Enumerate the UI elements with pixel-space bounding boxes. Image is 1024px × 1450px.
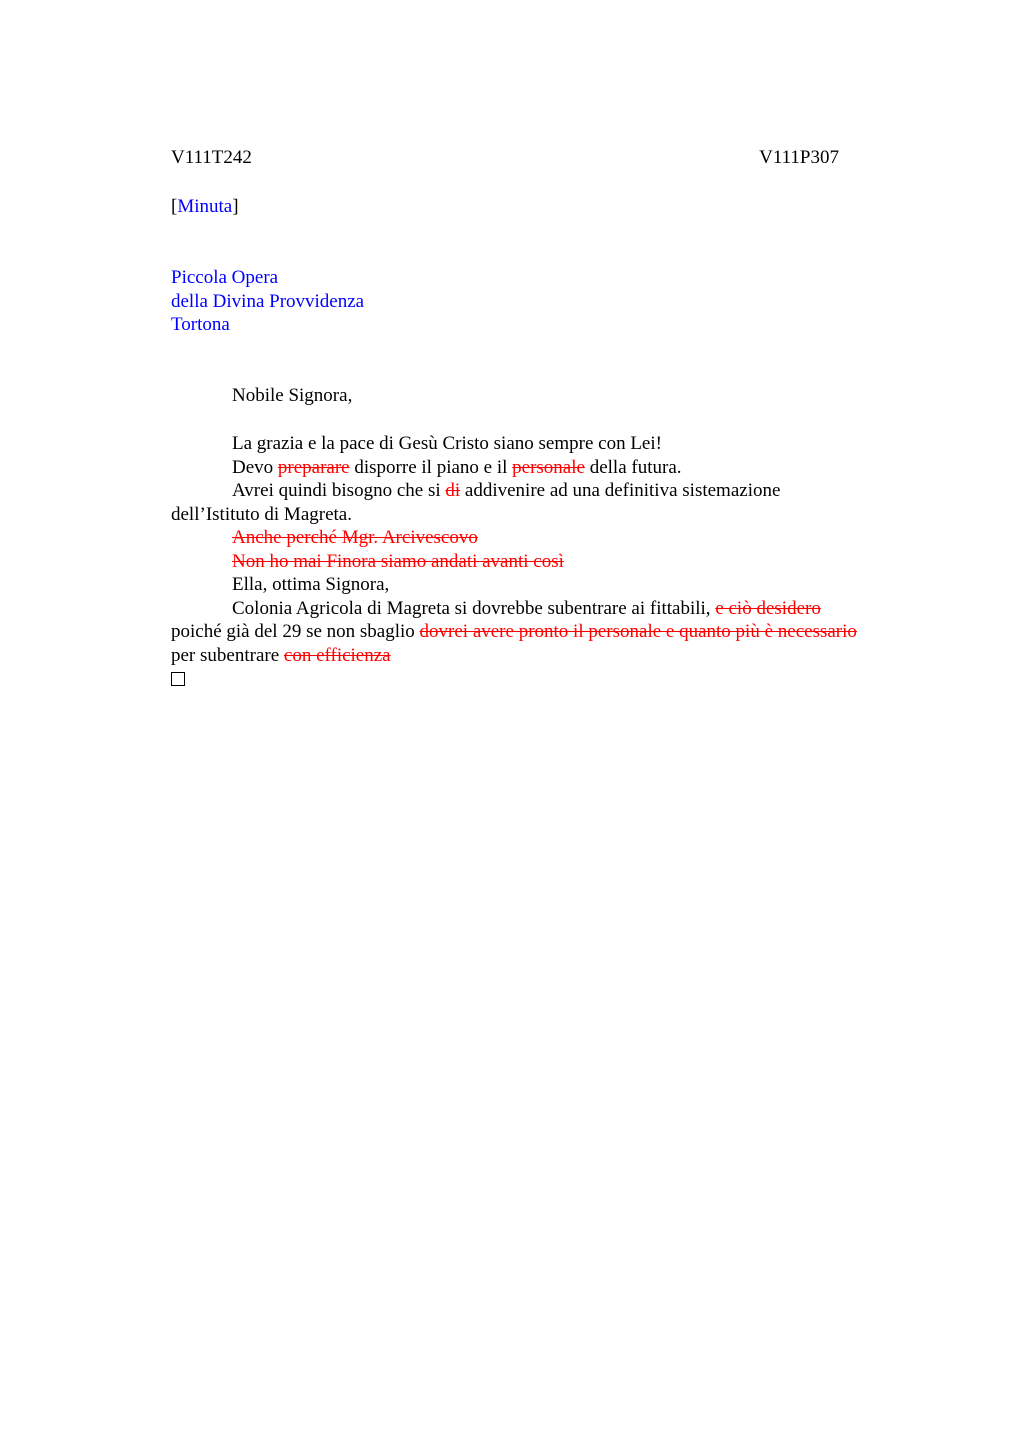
deleted-text: personale	[512, 456, 585, 478]
body-line-3	[171, 479, 923, 503]
body-text-segment: poiché già del 29 se non sbaglio	[171, 621, 420, 642]
body-line-4	[171, 503, 923, 527]
open-bracket: [	[171, 196, 178, 217]
body-text-segment: addivenire ad una definitiva sistemazione	[460, 480, 781, 501]
body-text-segment: Colonia Agricola di Magreta si dovrebbe subentrare ai fittabili,	[232, 597, 716, 619]
minuta-text: Minuta	[177, 196, 233, 217]
deleted-text: e ciò desidero	[715, 597, 821, 619]
checkbox-icon	[171, 672, 185, 686]
document-code-right: V111P307	[759, 147, 839, 168]
deleted-text: con efficienza	[283, 644, 391, 666]
body-text-segment: Devo	[232, 456, 278, 478]
document-code-left: V111T242	[171, 147, 252, 168]
minuta-label	[171, 196, 239, 218]
body-line-2	[171, 456, 923, 480]
deleted-text: Anche perché Mgr. Arcivescovo	[232, 527, 478, 548]
body-text-segment: per subentrare	[171, 644, 284, 666]
body-text-segment: Avrei quindi bisogno che si	[232, 480, 446, 501]
body-text-segment: della futura.	[584, 456, 682, 478]
body-text-segment: dell’Istituto di Magreta.	[171, 503, 352, 525]
letterhead-line-2: della Divina Provvidenza	[171, 290, 365, 312]
close-bracket: ]	[232, 196, 239, 217]
body-line-10	[171, 644, 923, 668]
body-line-7	[171, 573, 923, 597]
body-line-11	[171, 667, 923, 693]
letter-body	[171, 432, 923, 693]
deleted-text: preparare	[277, 456, 350, 478]
body-text-segment: La grazia e la pace di Gesù Cristo siano sempre con Lei!	[232, 433, 662, 454]
letterhead-line-1: Piccola Opera	[171, 267, 279, 288]
body-line-9	[171, 620, 923, 644]
body-line-1	[171, 432, 923, 456]
deleted-text: di	[445, 480, 461, 501]
letterhead-line-3: Tortona	[171, 314, 230, 335]
body-line-5	[171, 526, 923, 550]
letterhead	[171, 266, 364, 337]
deleted-text: dovrei avere pronto il personale e quanto più è necessario	[419, 621, 857, 642]
header-row	[171, 147, 839, 169]
deleted-text: Non ho mai Finora siamo andati avanti così	[232, 550, 564, 572]
body-text-segment: Ella, ottima Signora,	[232, 574, 390, 595]
body-line-6	[171, 550, 923, 574]
body-text-segment: disporre il piano e il	[349, 456, 513, 478]
salutation: Nobile Signora,	[232, 385, 353, 406]
body-line-8	[171, 597, 923, 621]
